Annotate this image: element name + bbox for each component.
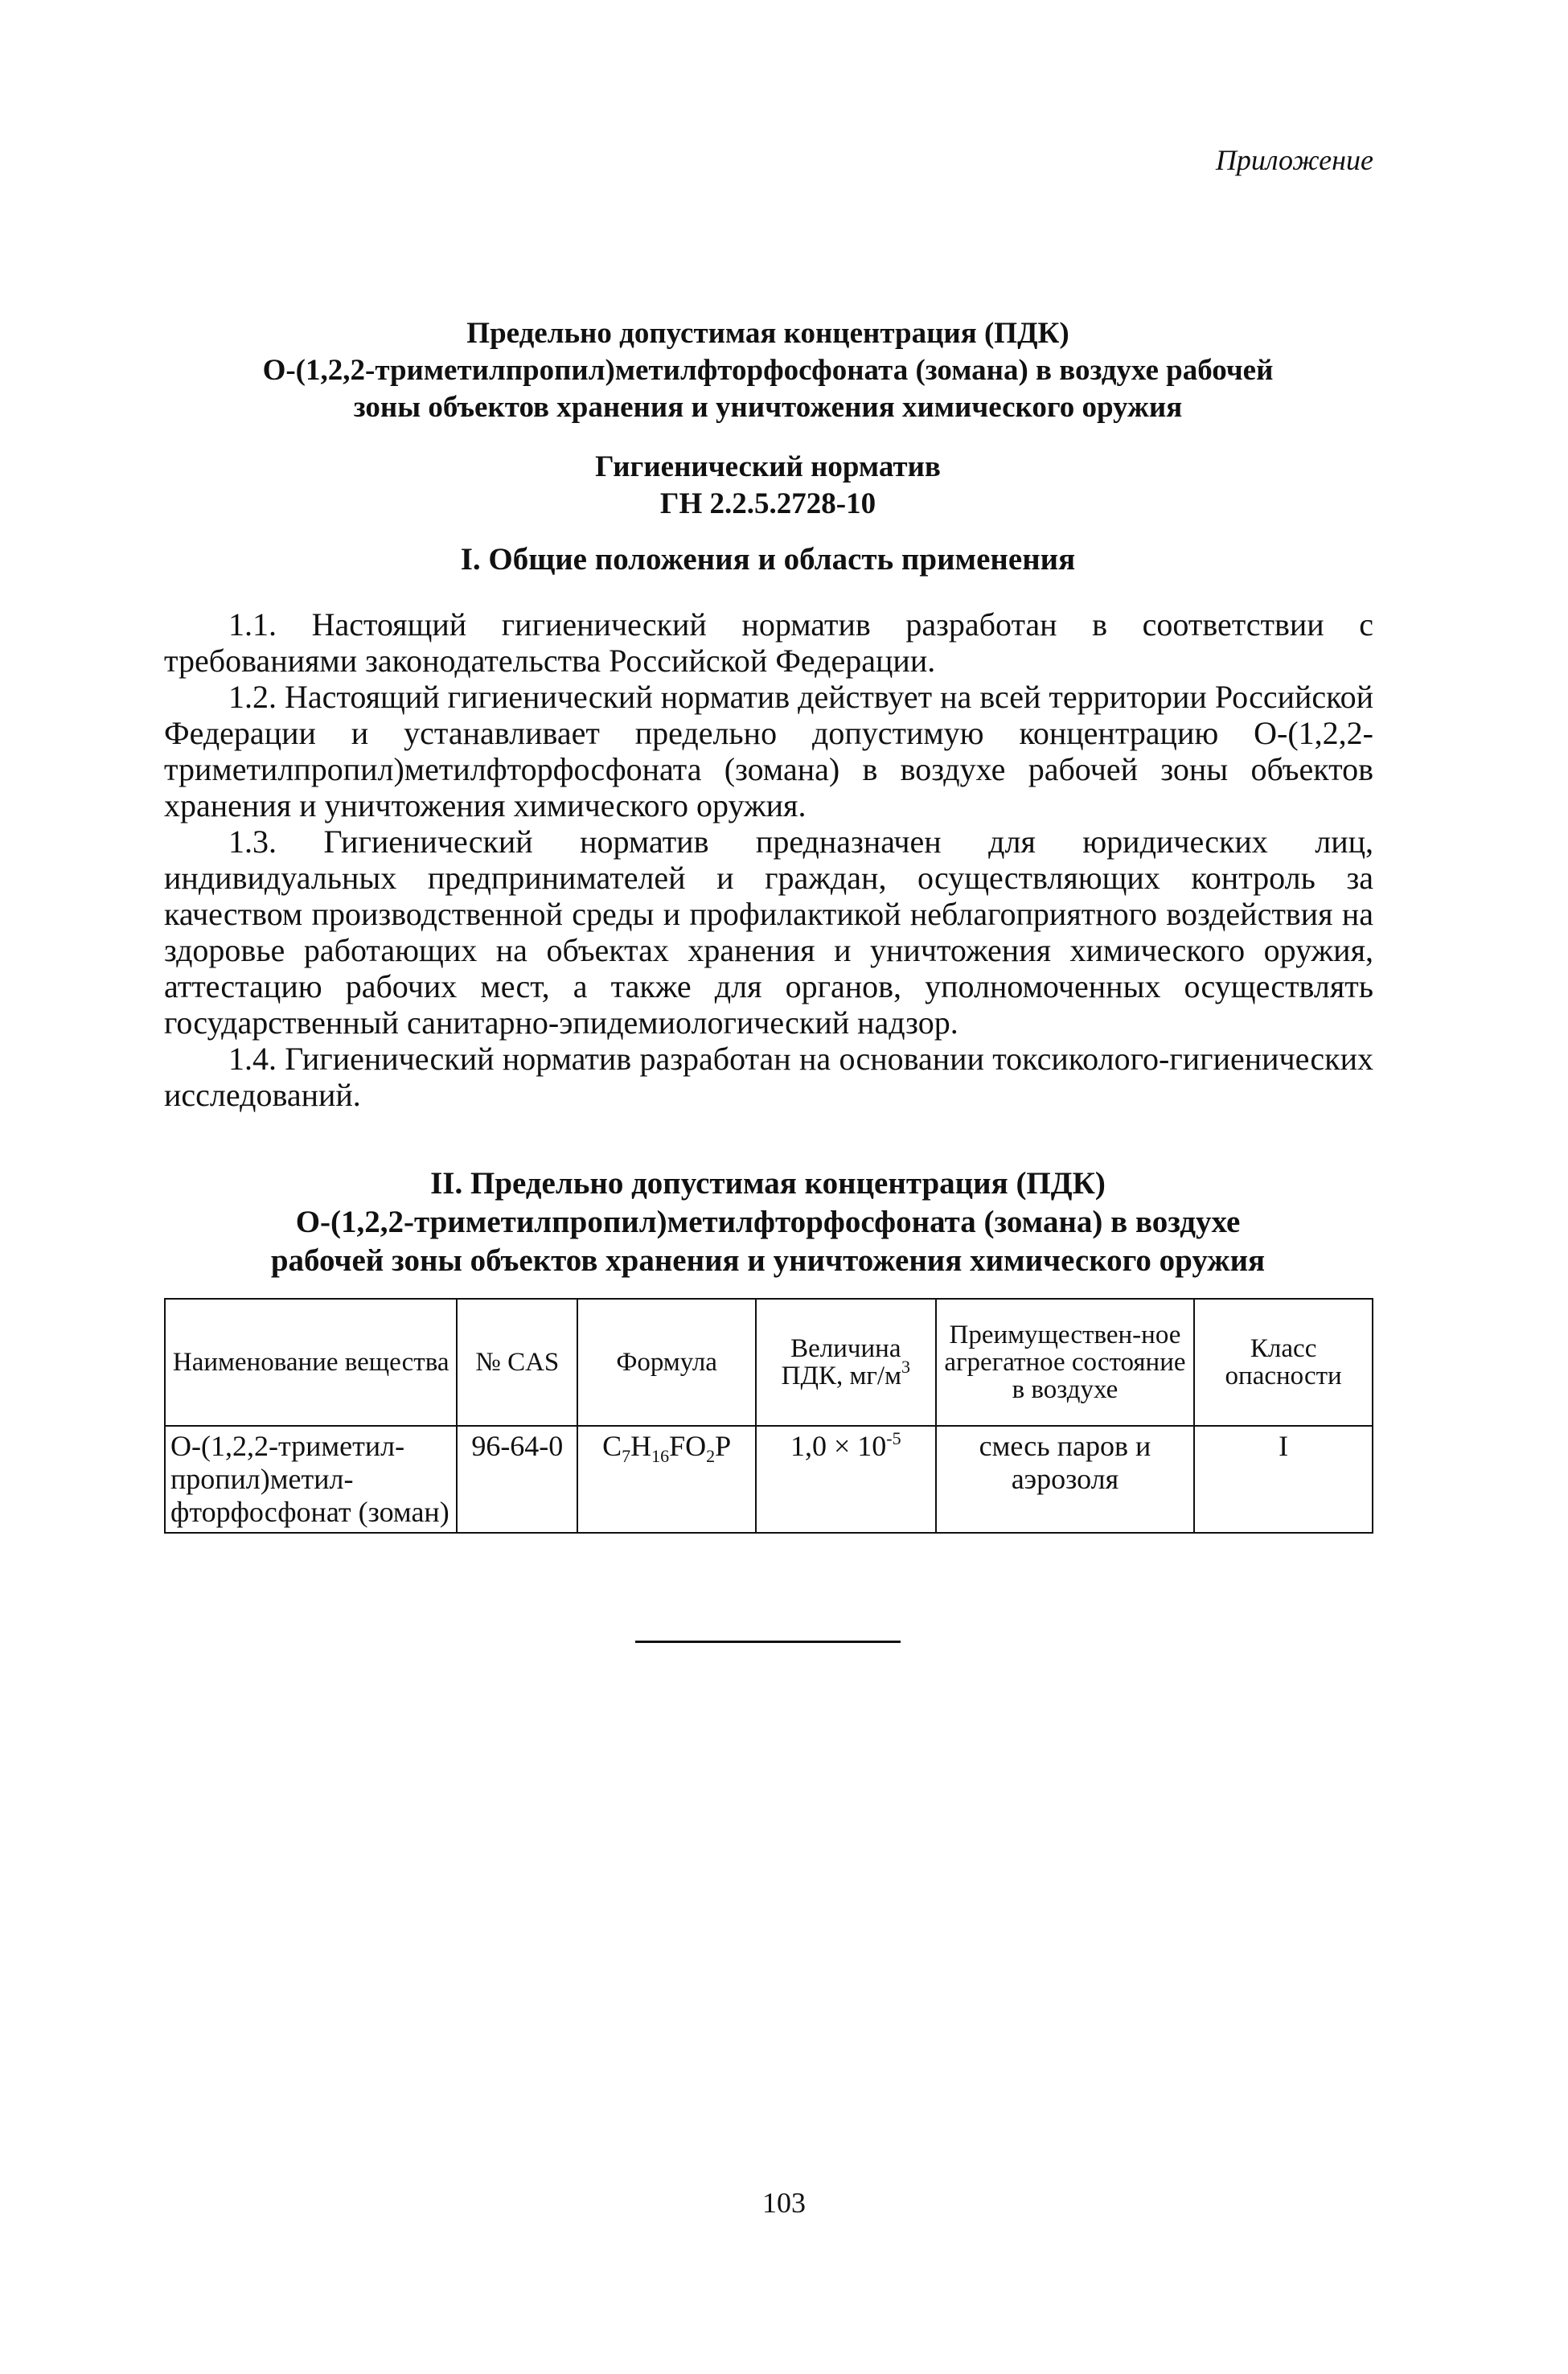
header-state: Преимуществен-ное агрегатное состояние в воздухе: [936, 1299, 1195, 1426]
document-title: [162, 315, 1373, 426]
norm-code: ГН 2.2.5.2728-10: [659, 487, 876, 520]
paragraph-1-3: 1.3. Гигиенический норматив предназначен для юридических лиц, индивидуальных предпринимателей и граждан, осуществляющих контроль за качеством производственной среды и профилактикой неблагоприятного воздействия на здоровье работающих на объектах хранения и уничтожения химического оружия, аттестацию рабочих мест, а также для органов, уполномоченных осуществлять государственный санитарно-эпидемиологический надзор.: [164, 824, 1373, 1041]
formula-element: C: [602, 1430, 622, 1462]
value-mantissa: 1,0 × 10: [790, 1430, 887, 1462]
header-value-text: Величина ПДК, мг/м: [781, 1334, 901, 1390]
header-formula: Формула: [577, 1299, 756, 1426]
section-1-body: [164, 606, 1373, 1113]
cell-state: смесь паров и аэрозоля: [936, 1426, 1195, 1533]
header-value-exponent: 3: [901, 1357, 910, 1377]
formula-subscript: 7: [622, 1446, 631, 1466]
paragraph-1-4: 1.4. Гигиенический норматив разработан на основании токсиколого-гигиенических исследований.: [164, 1041, 1373, 1113]
value-exponent: -5: [886, 1428, 901, 1448]
section-2-heading: [162, 1164, 1373, 1280]
table-row: [165, 1426, 1373, 1533]
section-2-heading-line: рабочей зоны объектов хранения и уничтожения химического оружия: [270, 1243, 1266, 1278]
table-header-row: [165, 1299, 1373, 1426]
header-value: [756, 1299, 936, 1426]
formula-subscript: 16: [651, 1446, 670, 1466]
cell-name: О-(1,2,2-триметил-пропил)метил-фторфосфонат (зоман): [165, 1426, 457, 1533]
section-1-heading-text: I. Общие положения и область применения: [460, 542, 1076, 577]
formula-subscript: 2: [706, 1446, 716, 1466]
cell-value: [756, 1426, 936, 1533]
norm-block: [162, 449, 1373, 523]
formula-element: P: [715, 1430, 732, 1462]
end-rule: [635, 1641, 901, 1643]
section-2-heading-line: II. Предельно допустимая концентрация (ПДК): [430, 1166, 1106, 1201]
title-line: зоны объектов хранения и уничтожения химического оружия: [353, 391, 1183, 424]
section-2-heading-line: О-(1,2,2-триметилпропил)метилфторфосфоната (зомана) в воздухе: [295, 1205, 1241, 1239]
header-name: Наименование вещества: [165, 1299, 457, 1426]
appendix-label: Приложение: [1215, 144, 1373, 176]
cell-formula: [577, 1426, 756, 1533]
title-line: Предельно допустимая концентрация (ПДК): [466, 317, 1069, 350]
header-cas: № CAS: [457, 1299, 577, 1426]
cell-hazard: I: [1194, 1426, 1373, 1533]
paragraph-1-2: 1.2. Настоящий гигиенический норматив действует на всей территории Российской Федерации и устанавливает предельно допустимую концентрацию О-(1,2,2-триметилпропил)метилфторфосфоната (зомана) в воздухе рабочей зоны объектов хранения и уничтожения химического оружия.: [164, 679, 1373, 824]
header-hazard: Класс опасности: [1194, 1299, 1373, 1426]
formula-element: H: [630, 1430, 652, 1462]
paragraph-1-1: 1.1. Настоящий гигиенический норматив разработан в соответствии с требованиями законодательства Российской Федерации.: [164, 606, 1373, 679]
formula-element: FO: [669, 1430, 707, 1462]
section-1-heading: [162, 540, 1373, 579]
cell-cas: 96-64-0: [457, 1426, 577, 1533]
norm-label: Гигиенический норматив: [595, 450, 941, 483]
title-line: О-(1,2,2-триметилпропил)метилфторфосфоната (зомана) в воздухе рабочей: [262, 354, 1274, 387]
pdk-table: [164, 1298, 1373, 1534]
page-number: 103: [762, 2187, 806, 2219]
